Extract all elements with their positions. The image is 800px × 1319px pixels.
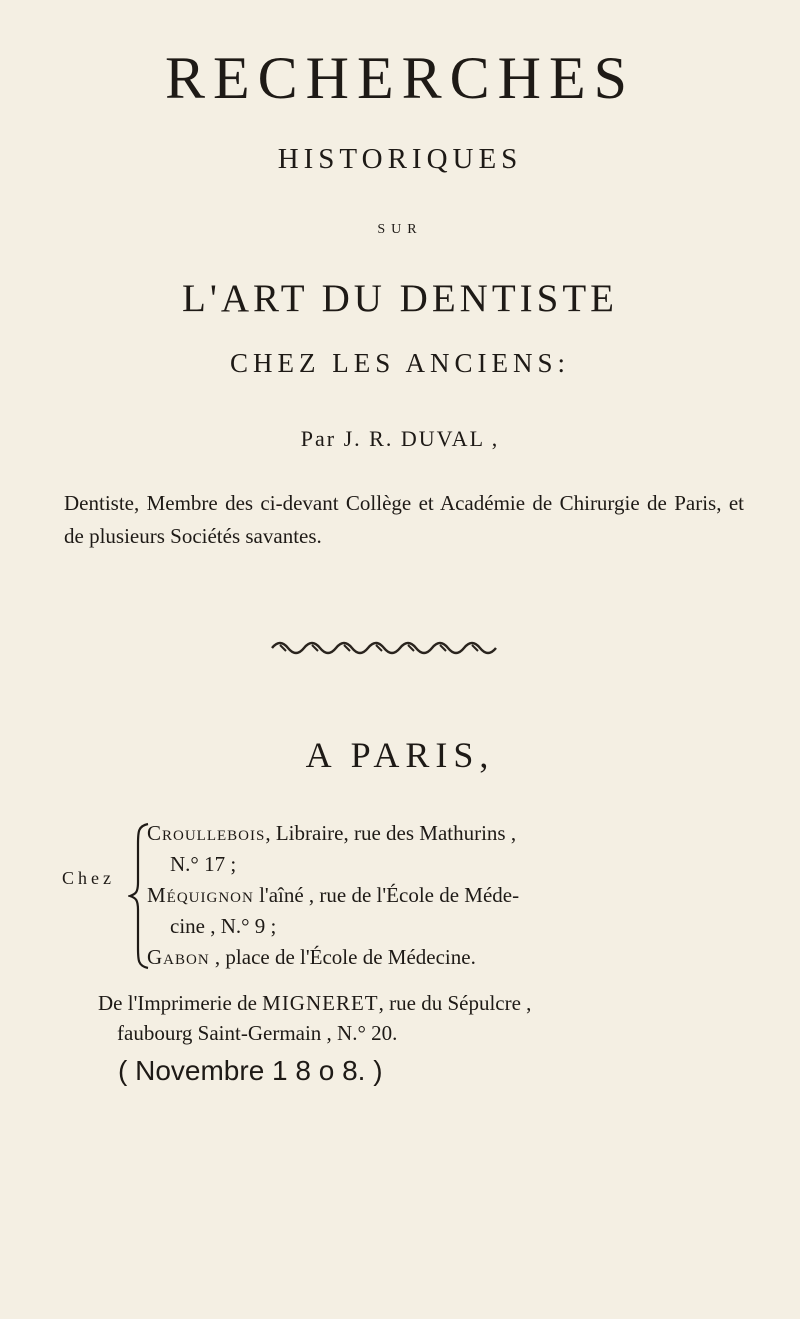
author-line: Par J. R. DUVAL , [300,426,500,451]
bookseller-name: Gabon [147,945,210,969]
bookseller-entry [147,818,759,849]
title-line-historiques: HISTORIQUES [277,143,523,175]
bookseller-address: , place de l'École de Médecine. [209,945,476,969]
bookseller-entry-cont: cine , N.° 9 ; [170,914,277,938]
publication-date: ( Novembre 1 8 o 8. ) [118,1055,383,1086]
bookseller-name: Croullebois [147,821,266,845]
bookseller-entry [147,942,759,973]
title-line-art-du-dentiste: L'ART DU DENTISTE [182,277,618,320]
bookseller-entry-cont: N.° 17 ; [170,852,237,876]
booksellers-list [147,818,759,973]
printer-line-2: faubourg Saint-Germain , N.° 20. [117,1021,398,1045]
imprint-city: A PARIS, [305,735,495,775]
ornament-rule [268,638,518,658]
title-line-sur: SUR [377,222,423,237]
printer-address: , rue du Sépulcre , [378,991,532,1015]
printer-name: MIGNERET [262,991,379,1015]
bookseller-address: l'aîné , rue de l'École de Méde- [253,883,520,907]
printer-imprint [98,988,758,1048]
bookseller-address: , Libraire, rue des Mathurins , [265,821,517,845]
title-line-recherches: RECHERCHES [164,45,636,111]
bookseller-entry [147,880,759,911]
booksellers-prefix: Chez [62,868,115,888]
printer-line-1 [98,988,758,1018]
printer-prefix: De l'Imprimerie de [98,991,263,1015]
author-description: Dentiste, Membre des ci-devant Collège et Académie de Chirurgie de Paris, et de plusieurs Sociétés savantes. [64,491,744,548]
bookseller-name: Méquignon [147,883,254,907]
title-line-chez-les-anciens: CHEZ LES ANCIENS: [229,348,570,378]
